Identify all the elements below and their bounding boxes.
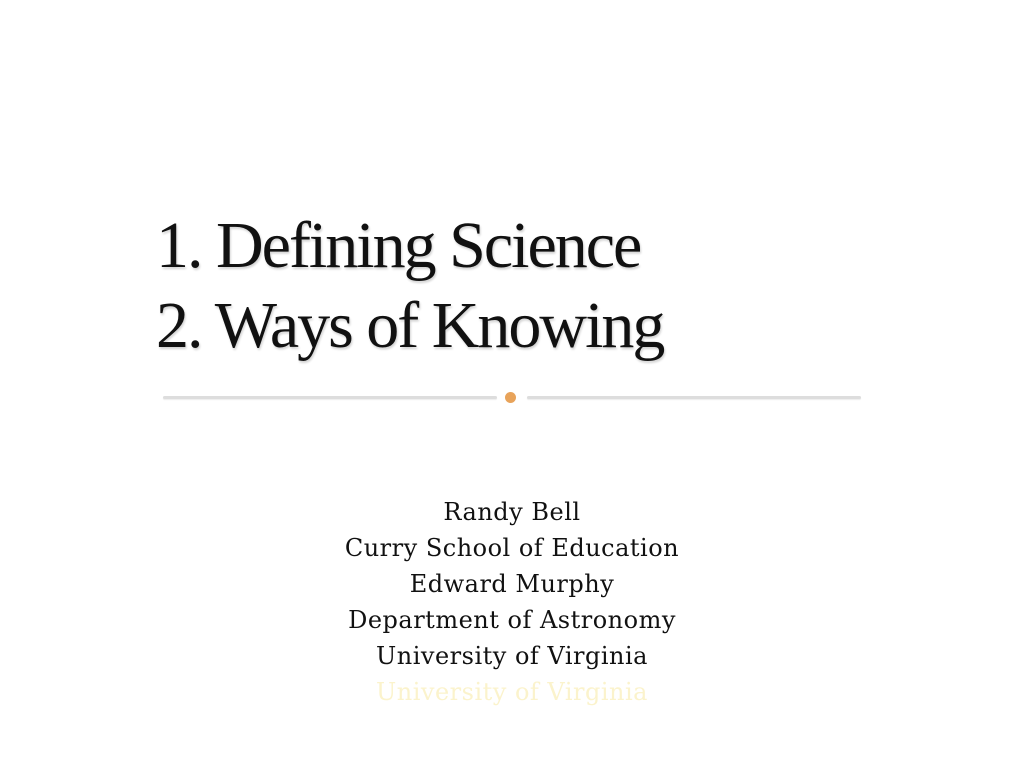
author-name-2: Edward Murphy — [409, 570, 615, 598]
author-name-1: Randy Bell — [443, 498, 581, 526]
title-line-2: 2. Ways of Knowing — [156, 289, 664, 362]
divider-line-left — [163, 396, 497, 399]
divider-dot-icon — [505, 392, 516, 403]
title-line-1: 1. Defining Science — [156, 209, 641, 282]
slide-title — [156, 206, 876, 366]
title-divider — [163, 389, 861, 405]
author-affiliation-2: Department of Astronomy — [348, 606, 676, 634]
institution: University of Virginia — [376, 642, 648, 670]
institution-faded: University of Virginia — [376, 678, 648, 706]
author-affiliation-1: Curry School of Education — [344, 534, 680, 562]
slide-subtitle — [262, 494, 762, 710]
divider-line-right — [527, 396, 861, 399]
